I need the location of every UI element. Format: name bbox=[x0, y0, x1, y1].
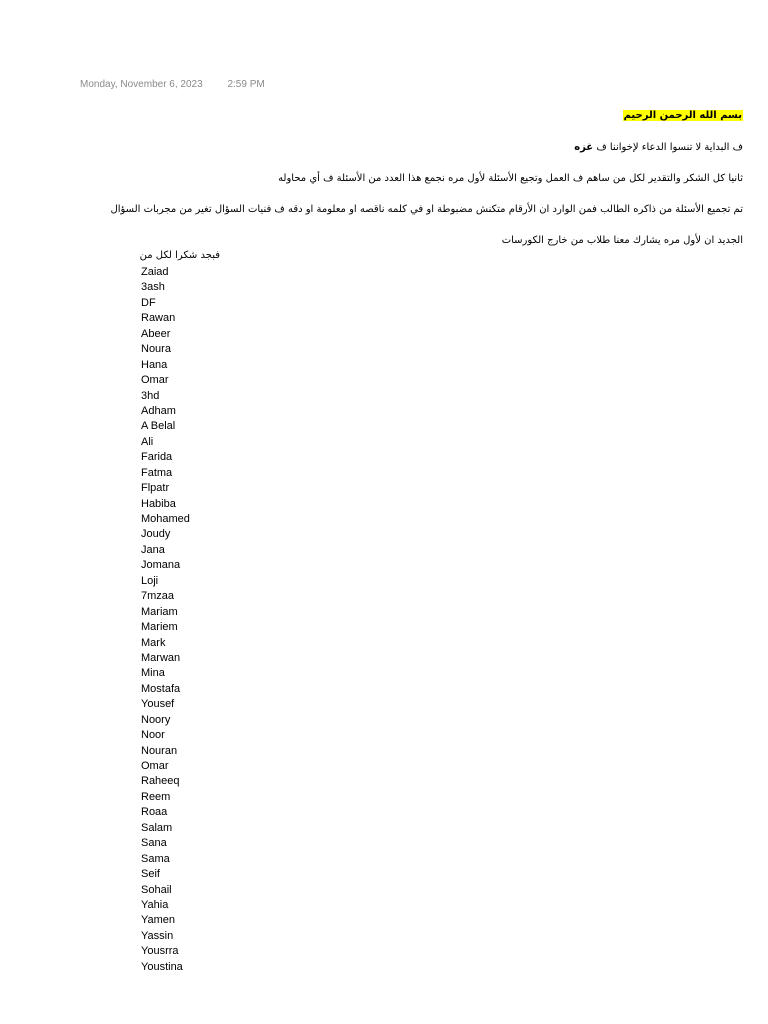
contributor-name: Omar bbox=[141, 760, 169, 772]
contributor-name: Habiba bbox=[141, 497, 176, 510]
paragraph-thanks: ثانيا كل الشكر والتقدير لكل من ساهم ف العمل وتجيع الأسئلة لأول مره نجمع هذا العدد من الأسئلة ف أي محاوله bbox=[278, 173, 743, 184]
contributor-name: Yamen bbox=[141, 914, 176, 927]
contributor-name: Loji bbox=[141, 574, 159, 587]
contributor-name: A Belal bbox=[141, 420, 176, 433]
contributor-name: Jana bbox=[141, 543, 165, 556]
contributor-name: Youstina bbox=[141, 960, 183, 973]
paragraph-gaza-bold: غزه bbox=[574, 142, 594, 153]
contributor-name: Abeer bbox=[141, 327, 171, 340]
contributor-name: Noory bbox=[141, 713, 171, 726]
contributor-name: Seif bbox=[141, 868, 160, 881]
contributor-names-list bbox=[141, 265, 190, 975]
contributor-name: 3ash bbox=[141, 281, 165, 294]
contributor-name: 3hd bbox=[141, 389, 160, 402]
contributor-name: Mina bbox=[141, 667, 165, 680]
paragraph-disclaimer: تم تجميع الأسئلة من ذاكره الطالب فمن الوارد ان الأرقام متكنش مضبوطة او في كلمه ناقصه او معلومة او دقه ف فنيات السؤال تغير من مجربات السؤال bbox=[110, 204, 743, 215]
contributor-name: Yahia bbox=[141, 898, 169, 911]
contributor-name: Roaa bbox=[141, 806, 168, 819]
contributor-name: Yousef bbox=[141, 698, 175, 711]
contributor-name: Flpatr bbox=[141, 482, 170, 495]
paragraph-gaza bbox=[574, 141, 743, 155]
contributor-name: Noura bbox=[141, 343, 171, 356]
contributor-name: 7mzaa bbox=[141, 590, 175, 603]
contributor-name: Marwan bbox=[141, 651, 181, 664]
contributor-name: Hana bbox=[141, 358, 168, 371]
contributor-name: Mark bbox=[141, 636, 166, 649]
contributor-name: Nouran bbox=[141, 744, 178, 757]
contributor-name: Adham bbox=[141, 404, 176, 417]
contributor-name: Fatma bbox=[141, 466, 173, 479]
contributor-name: DF bbox=[141, 296, 156, 309]
contributor-name: Sama bbox=[141, 852, 170, 865]
contributor-name: Omar bbox=[141, 374, 169, 387]
contributor-name: Yousrra bbox=[141, 945, 179, 958]
contributor-name: Mariam bbox=[141, 605, 178, 618]
contributor-name: Farida bbox=[141, 451, 173, 464]
thanks-heading: فبجد شكرا لكل من bbox=[139, 250, 220, 261]
contributor-name: Yassin bbox=[141, 929, 174, 942]
contributor-name: Sana bbox=[141, 837, 167, 850]
note-time: 2:59 PM bbox=[227, 79, 265, 90]
note-timestamp bbox=[80, 79, 265, 90]
contributor-name: Raheeq bbox=[141, 775, 180, 788]
contributor-name: Zaiad bbox=[141, 266, 169, 278]
contributor-name: Jomana bbox=[141, 559, 181, 572]
note-date: Monday, November 6, 2023 bbox=[80, 79, 203, 90]
contributor-name: Sohail bbox=[141, 883, 172, 896]
contributor-name: Salam bbox=[141, 821, 173, 834]
basmala-line bbox=[623, 109, 743, 123]
contributor-name: Joudy bbox=[141, 528, 171, 541]
basmala-text: بسم الله الرحمن الرحيم bbox=[623, 110, 742, 121]
contributor-name: Mohamed bbox=[141, 513, 190, 525]
contributor-name: Ali bbox=[141, 435, 154, 448]
contributor-name: Rawan bbox=[141, 312, 176, 325]
contributor-name: Noor bbox=[141, 729, 165, 742]
contributor-name: Mariem bbox=[141, 621, 178, 634]
contributor-name: Mostafa bbox=[141, 682, 181, 695]
contributor-name: Reem bbox=[141, 790, 171, 803]
paragraph-gaza-text: ف البداية لا تنسوا الدعاء لإخواننا ف bbox=[593, 142, 743, 153]
paragraph-new-students: الجديد ان لأول مره يشارك معنا طلاب من خارج الكورسات bbox=[501, 235, 743, 246]
